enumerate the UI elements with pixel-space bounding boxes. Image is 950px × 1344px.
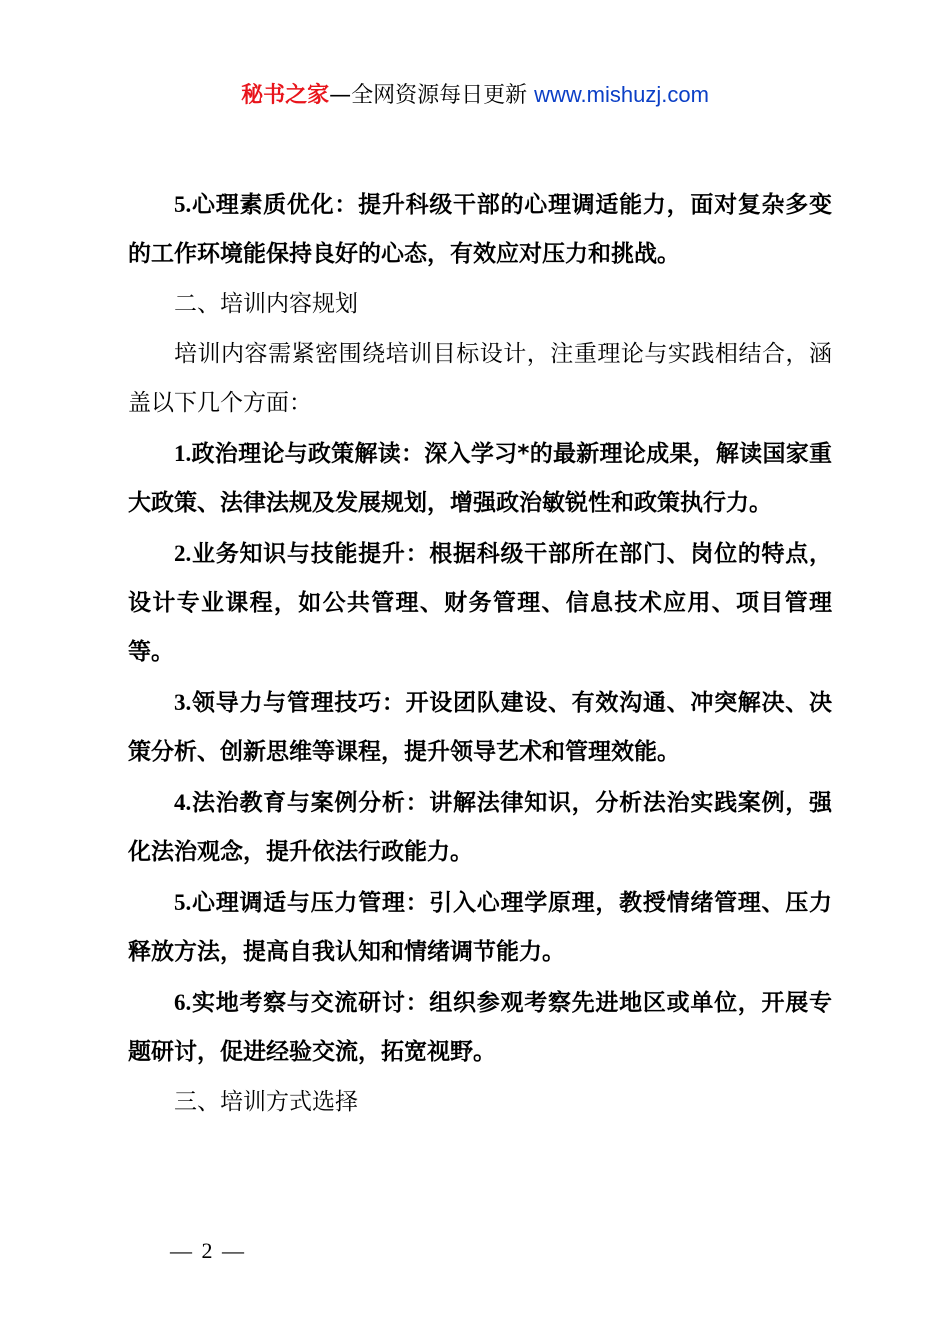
paragraph-text: 政治理论与政策解读：深入学习*的最新理论成果，解读国家重大政策、法律法规及发展规划，增强政治敏锐性和政策执行力。 xyxy=(128,441,832,516)
item-number: 5. xyxy=(174,192,192,217)
paragraph xyxy=(128,978,832,1077)
paragraph-text: 二、培训内容规划 xyxy=(174,291,358,317)
paragraph-text: 培训内容需紧密围绕培训目标设计，注重理论与实践相结合，涵盖以下几个方面： xyxy=(128,341,832,416)
paragraph xyxy=(128,678,832,777)
site-url-link[interactable]: www.mishuzj.com xyxy=(534,82,709,107)
section-heading xyxy=(128,1078,832,1127)
item-number: 2. xyxy=(174,541,192,566)
site-brand: 秘书之家 xyxy=(241,83,330,108)
paragraph-text: 领导力与管理技巧：开设团队建设、有效沟通、冲突解决、决策分析、创新思维等课程，提升领导艺术和管理效能。 xyxy=(128,690,832,765)
item-number: 6. xyxy=(174,990,192,1015)
document-body xyxy=(128,180,832,1127)
item-number: 4. xyxy=(174,790,192,815)
paragraph-text: 三、培训方式选择 xyxy=(174,1089,358,1115)
item-number: 5. xyxy=(174,890,192,915)
paragraph-text: 心理素质优化：提升科级干部的心理调适能力，面对复杂多变的工作环境能保持良好的心态，有效应对压力和挑战。 xyxy=(128,192,832,267)
paragraph-text: 法治教育与案例分析：讲解法律知识，分析法治实践案例，强化法治观念，提升依法行政能力。 xyxy=(128,790,832,865)
paragraph xyxy=(128,330,832,428)
paragraph xyxy=(128,529,832,677)
paragraph xyxy=(128,778,832,877)
page-number: — 2 — xyxy=(170,1238,246,1263)
paragraph xyxy=(128,429,832,528)
item-number: 3. xyxy=(174,690,192,715)
paragraph-text: 心理调适与压力管理：引入心理学原理，教授情绪管理、压力释放方法，提高自我认知和情绪调节能力。 xyxy=(128,890,832,965)
paragraph-text: 实地考察与交流研讨：组织参观考察先进地区或单位，开展专题研讨，促进经验交流，拓宽视野。 xyxy=(128,990,832,1065)
paragraph-text: 业务知识与技能提升：根据科级干部所在部门、岗位的特点，设计专业课程，如公共管理、财务管理、信息技术应用、项目管理等。 xyxy=(128,541,832,665)
item-number: 1. xyxy=(174,441,192,466)
section-heading xyxy=(128,280,832,329)
paragraph xyxy=(128,878,832,977)
site-header xyxy=(0,80,950,111)
site-slogan: —全网资源每日更新 xyxy=(329,83,535,108)
paragraph xyxy=(128,180,832,279)
